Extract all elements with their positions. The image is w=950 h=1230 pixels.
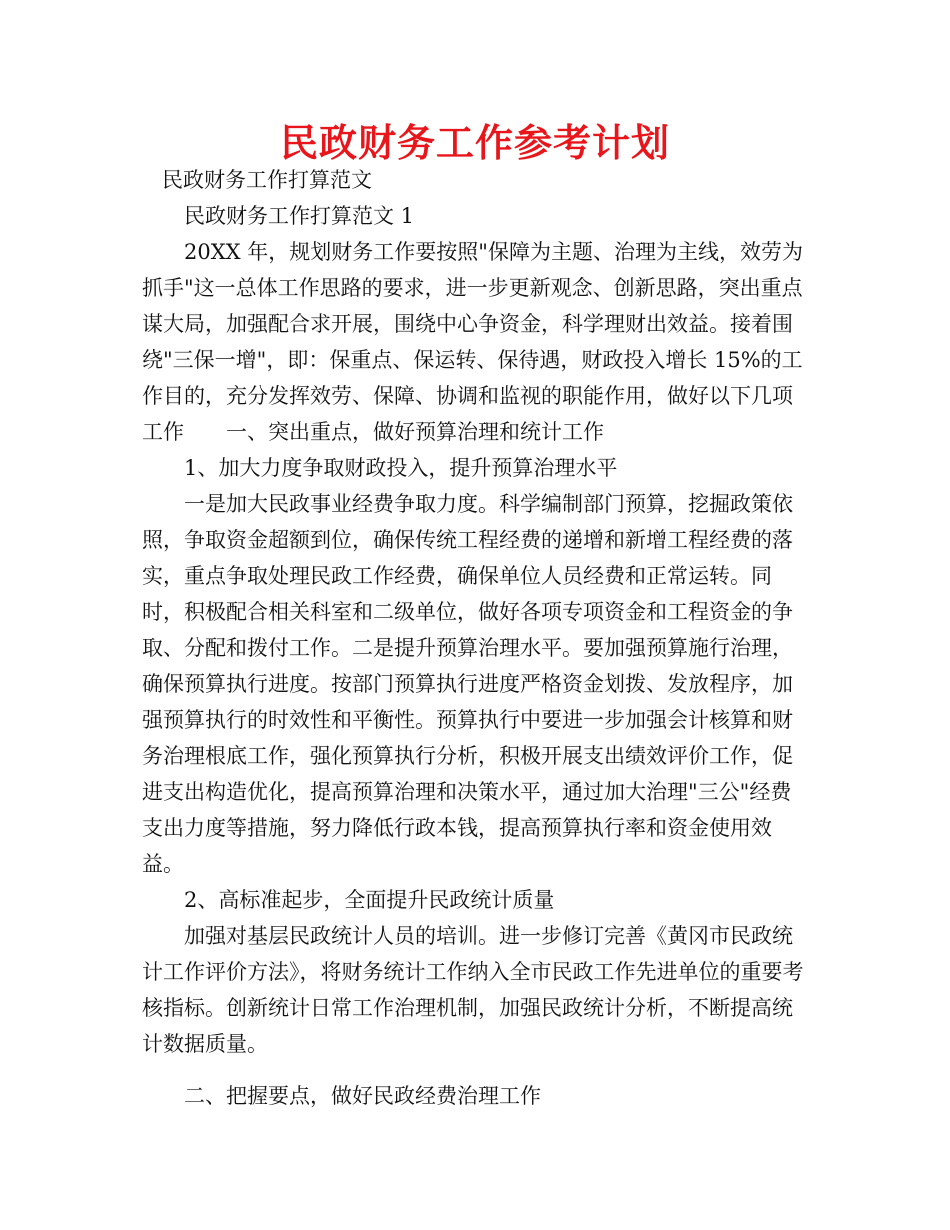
document-subtitle: 民政财务工作打算范文	[162, 168, 372, 192]
document-body	[142, 162, 812, 1114]
paragraph: 20XX 年，规划财务工作要按照"保障为主题、治理为主线，效劳为抓手"这一总体工作思路的要求，进一步更新观念、创新思路，突出重点谋大局，加强配合求开展，围绕中心争资金，科学理财出效益。接着围绕"三保一增"，即：保重点、保运转、保待遇，财政投入增长 15%的工作目的，充分发挥效劳、保障、协调和监视的职能作用，做好以下几项工作 一、突出重点，做好预算治理和统计工作	[142, 240, 803, 444]
paragraph: 加强对基层民政统计人员的培训。进一步修订完善《黄冈市民政统计工作评价方法》，将财务统计工作纳入全市民政工作先进单位的重要考核指标。创新统计日常工作治理机制，加强民政统计分析，不断提高统计数据质量。	[142, 924, 804, 1056]
section-heading: 二、把握要点，做好民政经费治理工作	[184, 1084, 541, 1108]
subheading: 2、高标准起步，全面提升民政统计质量	[184, 888, 555, 912]
section-heading: 民政财务工作打算范文 1	[184, 204, 415, 228]
subheading: 1、加大力度争取财政投入，提升预算治理水平	[184, 456, 618, 480]
paragraph: 一是加大民政事业经费争取力度。科学编制部门预算，挖掘政策依照，争取资金超额到位，确保传统工程经费的递增和新增工程经费的落实，重点争取处理民政工作经费，确保单位人员经费和正常运转。同时，积极配合相关科室和二级单位，做好各项专项资金和工程资金的争取、分配和拨付工作。二是提升预算治理水平。要加强预算施行治理，确保预算执行进度。按部门预算执行进度严格资金划拨、发放程序，加强预算执行的时效性和平衡性。预算执行中要进一步加强会计核算和财务治理根底工作，强化预算执行分析，积极开展支出绩效评价工作，促进支出构造优化，提高预算治理和决策水平，通过加大治理"三公"经费支出力度等措施，努力降低行政本钱，提高预算执行率和资金使用效益。	[142, 492, 793, 876]
document-title: 民政财务工作参考计划	[279, 121, 670, 165]
